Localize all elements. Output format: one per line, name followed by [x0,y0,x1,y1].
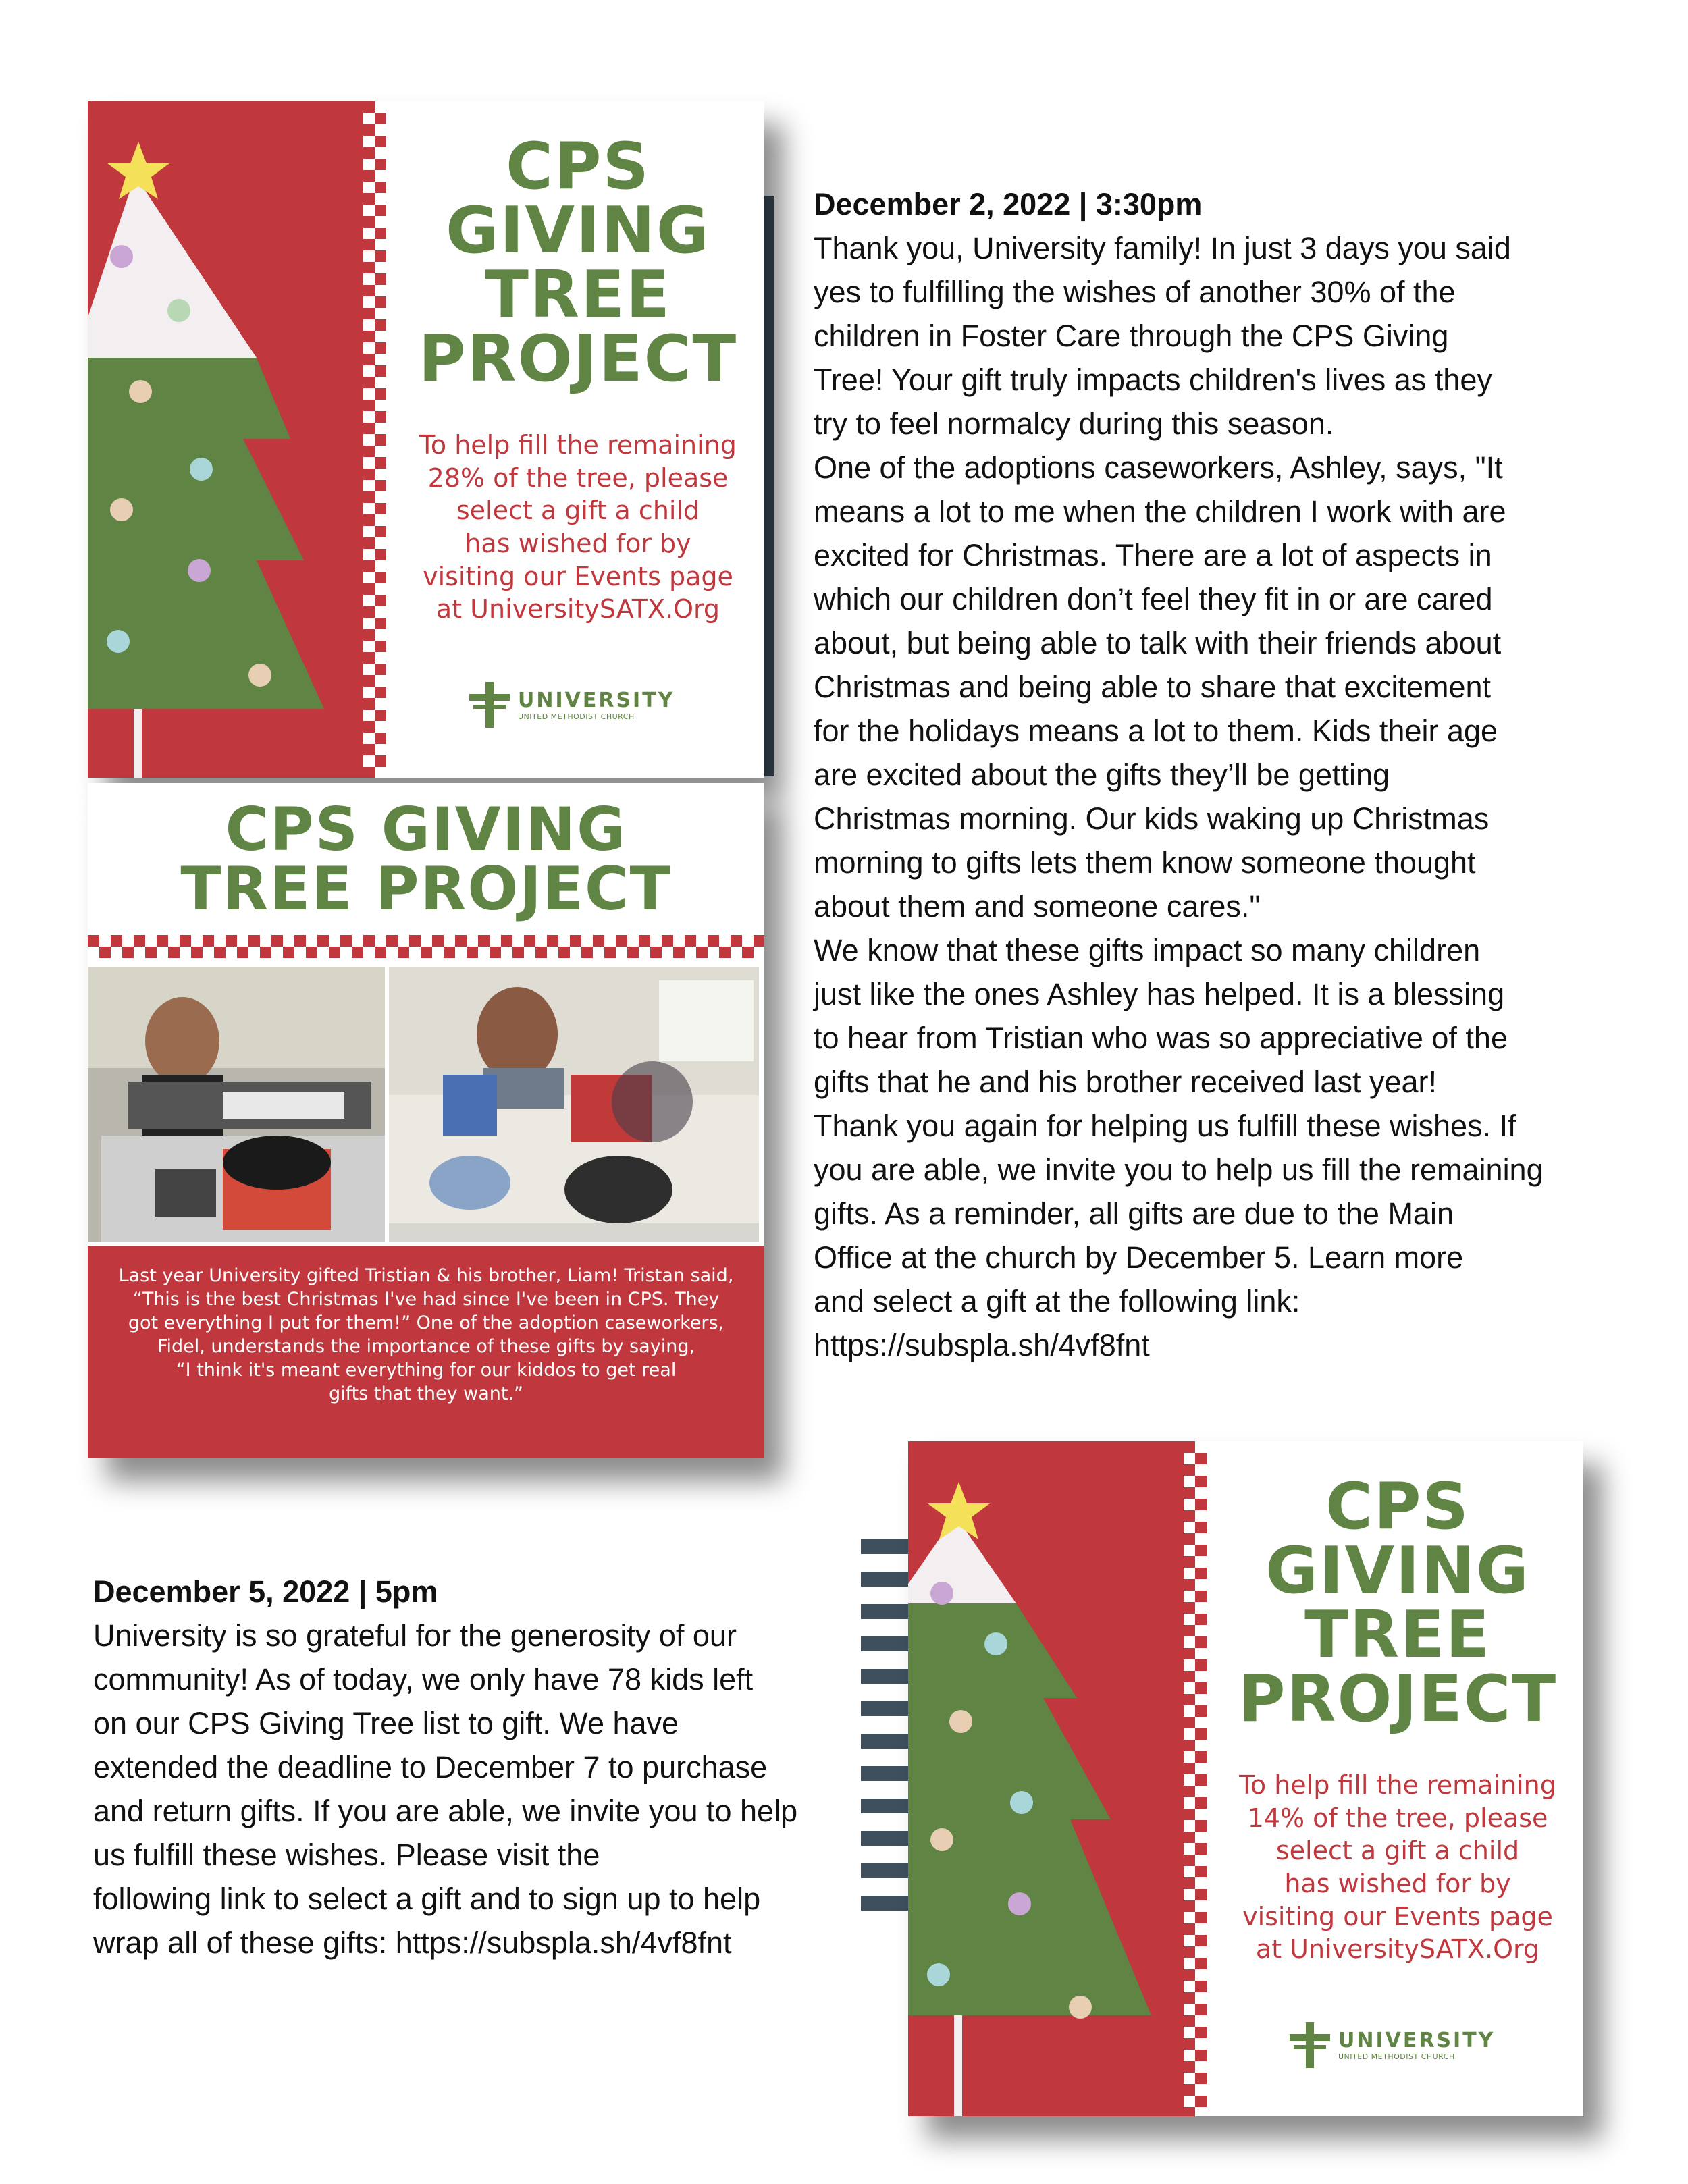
post-line: just like the ones Ashley has helped. It is a blessing [814,977,1505,1011]
decorative-stripe [764,196,774,776]
title-line: TREE PROJECT [180,854,672,924]
body-line: To help fill the remaining [419,430,737,460]
caption-line: “I think it's meant everything for our kiddos to get real [176,1360,677,1381]
post-date: December 2, 2022 | 3:30pm [814,187,1203,221]
post-line: gifts. As a reminder, all gifts are due to the Main [814,1196,1454,1231]
card-body-text [1212,1769,1583,1966]
caption-line: “This is the best Christmas I've had since I've been in CPS. They [132,1289,720,1310]
caption-line: Last year University gifted Tristian & his brother, Liam! Tristan said, [118,1265,734,1286]
post-line: Tree! Your gift truly impacts children's lives as they [814,363,1492,397]
title-line: GIVING [446,194,710,268]
title-line: PROJECT [418,322,738,396]
post-line: morning to gifts lets them know someone thought [814,845,1476,880]
logo-name: UNIVERSITY [1338,2029,1496,2052]
logo-subtitle: UNITED METHODIST CHURCH [518,712,635,721]
photo-boy-with-gifts [88,967,385,1242]
post-december-2 [814,182,1544,1367]
post-line: about, but being able to talk with their friends about [814,626,1502,660]
post-line: and return gifts. If you are able, we invite you to help [93,1794,798,1828]
logo-name: UNIVERSITY [518,689,675,712]
post-line: you are able, we invite you to help us fill the remaining [814,1152,1544,1187]
post-line: Thank you, University family! In just 3 days you said [814,231,1511,265]
giving-tree-card-photos [88,783,764,1458]
body-line: at UniversitySATX.Org [1255,1934,1540,1965]
post-link[interactable]: https://subspla.sh/4vf8fnt [814,1328,1150,1362]
post-line: excited for Christmas. There are a lot of aspects in [814,538,1492,572]
giving-tree-card-top [88,101,764,778]
post-line: and select a gift at the following link: [814,1284,1300,1319]
caption-text [88,1264,764,1406]
caption-line: gifts that they want.” [328,1383,524,1405]
christmas-tree-illustration [88,101,371,778]
title-line: CPS [1325,1470,1470,1544]
post-line: Thank you again for helping us fulfill these wishes. If [814,1109,1516,1143]
post-line: for the holidays means a lot to them. Kids their age [814,714,1498,748]
post-line: which our children don’t feel they fit in or are cared [814,582,1493,616]
post-line: We know that these gifts impact so many children [814,933,1481,967]
post-line: us fulfill these wishes. Please visit the [93,1838,600,1872]
caption-line: Fidel, understands the importance of these gifts by saying, [157,1336,695,1358]
title-line: CPS GIVING [225,795,627,864]
caption-line: got everything I put for them!” One of the adoption caseworkers, [128,1312,724,1334]
post-line[interactable]: wrap all of these gifts: https://subspla.sh/4vf8fnt [93,1925,732,1960]
post-line: extended the deadline to December 7 to purchase [93,1750,768,1784]
post-line: on our CPS Giving Tree list to gift. We have [93,1706,679,1740]
post-line: yes to fulfilling the wishes of another 30% of the [814,275,1456,309]
title-line: CPS [506,130,650,204]
church-logo [469,682,675,728]
body-line: 28% of the tree, please [427,462,729,493]
card-title [1212,1470,1583,1736]
title-line: PROJECT [1238,1662,1558,1736]
giving-tree-card-bottom [908,1441,1583,2116]
post-line: community! As of today, we only have 78 kids left [93,1662,754,1697]
post-line: means a lot to me when the children I work with are [814,494,1506,529]
body-line: at UniversitySATX.Org [436,594,720,624]
card-title [392,130,764,396]
decorative-stripe-segments [861,1539,908,1917]
body-line: visiting our Events page [1242,1901,1553,1932]
post-line: are excited about the gifts they’ll be getting [814,757,1390,792]
title-line: TREE [485,258,671,332]
post-line: following link to select a gift and to sign up to help [93,1882,761,1916]
post-line: to hear from Tristian who was so appreciative of the [814,1021,1508,1055]
body-line: 14% of the tree, please [1247,1803,1548,1833]
checker-border [88,935,764,958]
post-december-5 [93,1570,797,1965]
card-title [88,795,764,924]
post-line: gifts that he and his brother received last year! [814,1065,1438,1099]
card-body-text [392,429,764,626]
title-line: TREE [1304,1598,1491,1672]
cross-icon [469,682,510,728]
post-line: Christmas and being able to share that excitement [814,670,1492,704]
photo-boy-with-toys [389,967,759,1242]
post-line: One of the adoptions caseworkers, Ashley, says, "It [814,450,1503,485]
body-line: has wished for by [1284,1868,1511,1898]
body-line: To help fill the remaining [1239,1770,1556,1800]
post-line: University is so grateful for the generosity of our [93,1618,737,1653]
post-line: try to feel normalcy during this season. [814,406,1334,441]
post-line: children in Foster Care through the CPS Giving [814,319,1449,353]
body-line: has wished for by [465,528,691,558]
church-logo [1290,2022,1495,2068]
post-line: Christmas morning. Our kids waking up Christmas [814,801,1489,836]
post-date: December 5, 2022 | 5pm [93,1574,438,1609]
post-line: about them and someone cares." [814,889,1261,924]
post-line: Office at the church by December 5. Learn more [814,1240,1464,1275]
christmas-tree-illustration [908,1441,1192,2116]
body-line: visiting our Events page [423,561,733,591]
body-line: select a gift a child [1275,1836,1520,1866]
logo-subtitle: UNITED METHODIST CHURCH [1338,2052,1455,2061]
title-line: GIVING [1265,1534,1530,1608]
body-line: select a gift a child [456,496,700,526]
cross-icon [1290,2022,1330,2068]
